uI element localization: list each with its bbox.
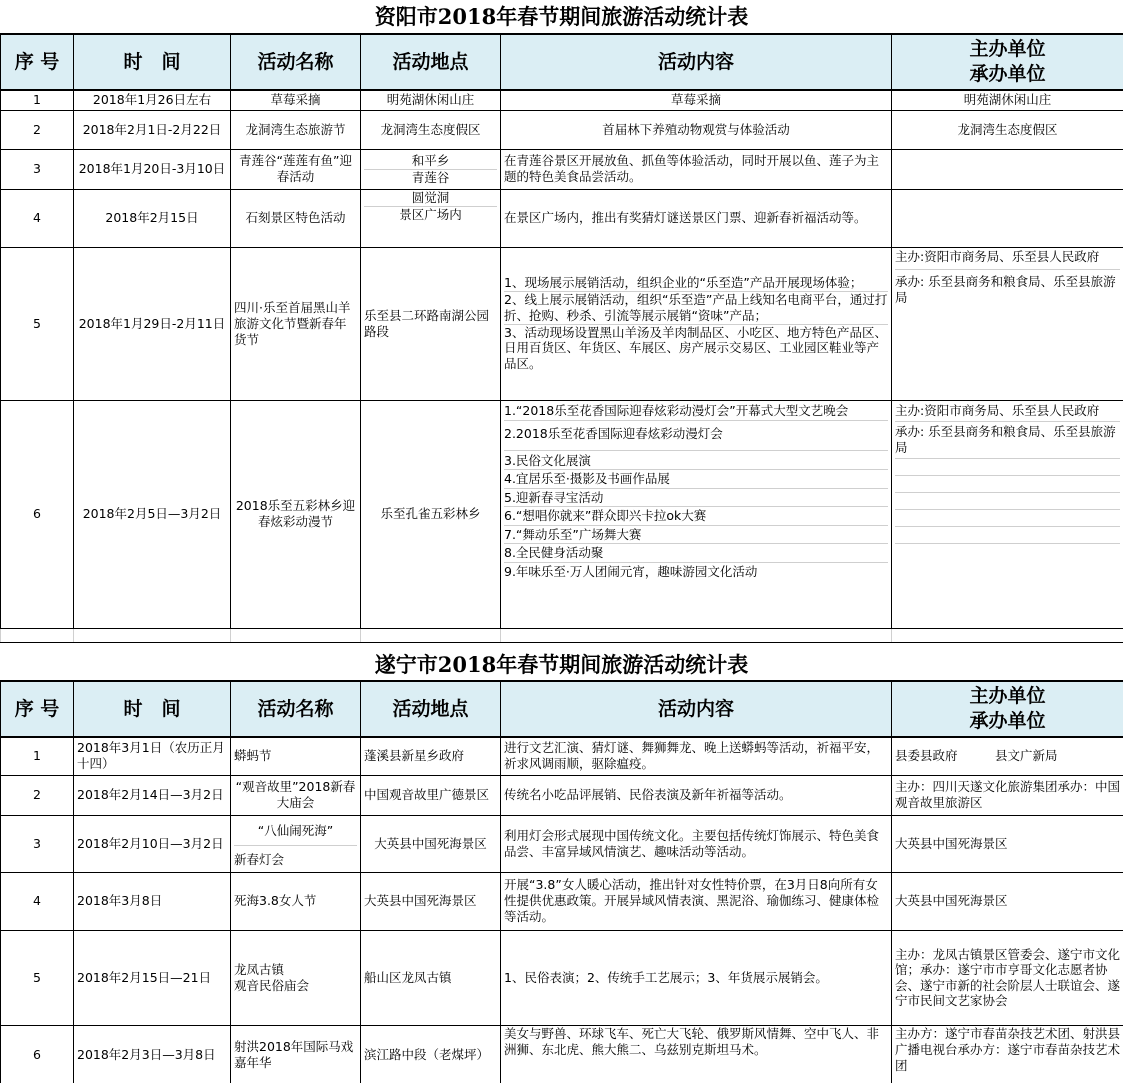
cell-seq[interactable]: 6 [1,400,74,628]
cell-content[interactable]: 美女与野兽、环球飞车、死亡大飞轮、俄罗斯风情舞、空中飞人、非洲狮、东北虎、熊大熊二、乌兹别克斯坦马术。 [501,1025,892,1083]
content-item: 8.全民健身活动聚 [504,544,888,563]
cell-seq[interactable]: 1 [1,737,74,775]
cell-seq[interactable]: 5 [1,930,74,1025]
header-host-line1: 主办单位 [969,685,1046,707]
table-row [1,775,1123,815]
cell-name[interactable]: 草莓采摘 [231,90,361,110]
empty-cell[interactable] [231,628,361,642]
table-row [1,1025,1123,1083]
cell-place[interactable]: 大英县中国死海景区 [361,872,501,930]
header-host-line2: 承办单位 [969,63,1046,85]
cell-seq[interactable]: 3 [1,815,74,872]
cell-host[interactable]: 主办：龙凤古镇景区管委会、遂宁市文化馆；承办：遂宁市市亨哥文化志愿者协会、遂宁市新的社会阶层人士联谊会、遂宁市民间文艺家协会 [892,930,1123,1025]
cell-name[interactable]: 射洪2018年国际马戏嘉年华 [231,1025,361,1083]
cell-time[interactable]: 2018年2月14日—3月2日 [74,775,231,815]
cell-time[interactable]: 2018年1月26日左右 [74,90,231,110]
header-time[interactable]: 时 间 [74,34,231,90]
table-row [1,149,1123,189]
content-item: 9.年味乐至·万人团闹元宵，趣味游园文化活动 [504,563,758,579]
cell-content[interactable] [501,247,892,400]
empty-grid-line [895,476,1120,493]
cell-name[interactable]: 死海3.8女人节 [231,872,361,930]
cell-time[interactable]: 2018年1月20日-3月10日 [74,149,231,189]
table-row [1,930,1123,1025]
empty-grid-line [895,459,1120,476]
content-item: 5.迎新春寻宝活动 [504,489,888,508]
table-row [1,400,1123,628]
cell-name[interactable]: 石刻景区特色活动 [231,189,361,247]
cell-content[interactable]: 1、民俗表演；2、传统手工艺展示；3、年货展示展销会。 [501,930,892,1025]
cell-name[interactable]: “观音故里”2018新春大庙会 [231,775,361,815]
cell-content[interactable]: 利用灯会形式展现中国传统文化。主要包括传统灯饰展示、特色美食品尝、丰富异域风情演艺、趣味活动等活动。 [501,815,892,872]
place-line: 和平乡 [364,153,497,170]
host-item: 承办: 乐至县商务和粮食局、乐至县旅游局 [895,422,1120,459]
header-host-line2: 承办单位 [969,710,1046,732]
cell-place[interactable]: 龙洞湾生态度假区 [361,110,501,149]
content-item: 1.“2018乐至花香国际迎春炫彩动漫灯会”开幕式大型文艺晚会 [504,401,888,422]
place-line: 圆觉洞 [364,190,497,207]
cell-seq[interactable]: 4 [1,872,74,930]
cell-seq[interactable]: 3 [1,149,74,189]
place-line: 景区广场内 [399,206,462,222]
table-row [1,872,1123,930]
suining-table [0,680,1123,1083]
cell-content[interactable]: 在景区广场内，推出有奖猜灯谜送景区门票、迎新春祈福活动等。 [501,189,892,247]
suining-header-row [1,681,1123,737]
table-row [1,247,1123,400]
cell-seq[interactable]: 1 [1,90,74,110]
cell-place[interactable]: 中国观音故里广德景区 [361,775,501,815]
table-row [1,189,1123,247]
header-place[interactable]: 活动地点 [361,34,501,90]
name-line: 龙凤古镇 [234,961,285,977]
cell-host[interactable]: 大英县中国死海景区 [892,872,1123,930]
ziyang-header-row [1,34,1123,90]
cell-seq[interactable]: 2 [1,110,74,149]
header-host[interactable] [892,34,1123,90]
header-name[interactable]: 活动名称 [231,34,361,90]
cell-place[interactable]: 乐至孔雀五彩林乡 [361,400,501,628]
content-item: 3、活动现场设置黑山羊汤及羊肉制品区、小吃区、地方特色产品区、日用百货区、年货区、车展区、房产展示交易区、工业园区鞋业等产品区。 [504,324,887,372]
cell-place[interactable]: 明苑湖休闲山庄 [361,90,501,110]
cell-seq[interactable]: 5 [1,247,74,400]
header-host-line1: 主办单位 [969,38,1046,60]
header-time[interactable]: 时 间 [74,681,231,737]
cell-host[interactable] [892,247,1123,400]
cell-name[interactable]: 蟒蚂节 [231,737,361,775]
empty-cell[interactable] [1,628,74,642]
cell-time[interactable]: 2018年2月1日-2月22日 [74,110,231,149]
cell-content[interactable]: 进行文艺汇演、猜灯谜、舞狮舞龙、晚上送蟒蚂等活动，祈福平安，祈求风调雨顺，驱除瘟疫。 [501,737,892,775]
cell-time[interactable]: 2018年1月29日-2月11日 [74,247,231,400]
cell-content[interactable]: 在青莲谷景区开展放鱼、抓鱼等体验活动，同时开展以鱼、莲子为主题的特色美食品尝活动。 [501,149,892,189]
cell-host[interactable]: 大英县中国死海景区 [892,815,1123,872]
header-name[interactable]: 活动名称 [231,681,361,737]
cell-host[interactable]: 主办：四川天遂文化旅游集团承办：中国观音故里旅游区 [892,775,1123,815]
cell-content[interactable]: 开展“3.8”女人暖心活动，推出针对女性特价票，在3月日8向所有女性提供优惠政策。开展异域风情表演、黑泥浴、瑜伽练习、健康体检等活动。 [501,872,892,930]
cell-name[interactable]: 四川·乐至首届黑山羊旅游文化节暨新春年货节 [231,247,361,400]
header-host[interactable] [892,681,1123,737]
header-seq[interactable]: 序 号 [1,681,74,737]
cell-host[interactable] [892,149,1123,189]
header-seq[interactable]: 序 号 [1,34,74,90]
cell-host[interactable]: 县委县政府 县文广新局 [892,737,1123,775]
host-item: 承办: 乐至县商务和粮食局、乐至县旅游局 [895,273,1116,305]
table-row [1,90,1123,110]
content-item: 7.“舞动乐至”广场舞大赛 [504,526,888,545]
cell-name[interactable]: 龙洞湾生态旅游节 [231,110,361,149]
content-item: 4.宜居乐至·摄影及书画作品展 [504,470,888,489]
cell-seq[interactable]: 4 [1,189,74,247]
cell-host[interactable]: 龙洞湾生态度假区 [892,110,1123,149]
host-item: 主办:资阳市商务局、乐至县人民政府 [895,248,1120,270]
cell-time[interactable]: 2018年2月15日 [74,189,231,247]
cell-name[interactable] [231,815,361,872]
table-row [1,815,1123,872]
empty-grid-line [895,527,1120,544]
cell-content[interactable] [501,400,892,628]
cell-place[interactable]: 大英县中国死海景区 [361,815,501,872]
empty-grid-line [895,544,1120,560]
cell-content[interactable]: 草莓采摘 [501,90,892,110]
cell-name[interactable] [231,930,361,1025]
cell-time[interactable]: 2018年2月10日—3月2日 [74,815,231,872]
table-row [1,110,1123,149]
cell-name[interactable]: 2018乐至五彩林乡迎春炫彩动漫节 [231,400,361,628]
empty-cell[interactable] [361,628,501,642]
header-content[interactable]: 活动内容 [501,34,892,90]
cell-place[interactable]: 乐至县二环路南湖公园路段 [361,247,501,400]
ziyang-table [0,33,1123,643]
spacer-row [1,628,1123,642]
name-line: 新春灯会 [234,852,285,867]
cell-host[interactable]: 主办方：遂宁市春苗杂技艺术团、射洪县广播电视台承办方：遂宁市春苗杂技艺术团 [892,1025,1123,1083]
place-line: 青莲谷 [411,169,450,185]
name-line: 观音民俗庙会 [234,977,310,993]
suining-title: 遂宁市2018年春节期间旅游活动统计表 [374,652,749,677]
content-item: 2、线上展示展销活动，组织“乐至造”产品上线知名电商平台，通过打折、抢购、秒杀、引流等展示展销“资味”产品； [504,291,888,323]
content-item: 2.2018乐至花香国际迎春炫彩动漫灯会 [504,421,888,451]
empty-grid-line [895,493,1120,510]
cell-name[interactable]: 青莲谷“莲莲有鱼”迎春活动 [231,149,361,189]
cell-place[interactable] [361,189,501,247]
cell-content[interactable]: 传统名小吃品评展销、民俗表演及新年祈福等活动。 [501,775,892,815]
cell-time[interactable]: 2018年2月3日—3月8日 [74,1025,231,1083]
empty-grid-line [895,510,1120,527]
cell-time[interactable]: 2018年3月8日 [74,872,231,930]
content-item: 1、现场展示展销活动，组织企业的“乐至造”产品开展现场体验； [504,275,888,292]
ziyang-title: 资阳市2018年春节期间旅游活动统计表 [374,4,749,29]
content-item: 3.民俗文化展演 [504,451,888,471]
cell-host[interactable]: 明苑湖休闲山庄 [892,90,1123,110]
cell-seq[interactable]: 6 [1,1025,74,1083]
cell-place[interactable]: 滨江路中段（老煤坪） [361,1025,501,1083]
cell-time[interactable]: 2018年2月5日—3月2日 [74,400,231,628]
empty-cell[interactable] [892,628,1123,642]
table-row [1,737,1123,775]
cell-content[interactable]: 首届林下养殖动物观赏与体验活动 [501,110,892,149]
cell-seq[interactable]: 2 [1,775,74,815]
empty-cell[interactable] [74,628,231,642]
cell-host[interactable] [892,189,1123,247]
cell-host[interactable] [892,400,1123,628]
cell-place[interactable] [361,149,501,189]
name-line: “八仙闹死海” [234,819,357,846]
empty-cell[interactable] [501,628,892,642]
cell-place[interactable]: 船山区龙凤古镇 [361,930,501,1025]
header-content[interactable]: 活动内容 [501,681,892,737]
cell-place[interactable]: 蓬溪县新星乡政府 [361,737,501,775]
header-place[interactable]: 活动地点 [361,681,501,737]
cell-time[interactable]: 2018年3月1日（农历正月十四） [74,737,231,775]
content-item: 6.“想唱你就来”群众即兴卡拉ok大赛 [504,507,888,526]
host-item: 主办:资阳市商务局、乐至县人民政府 [895,401,1120,422]
cell-time[interactable]: 2018年2月15日—21日 [74,930,231,1025]
